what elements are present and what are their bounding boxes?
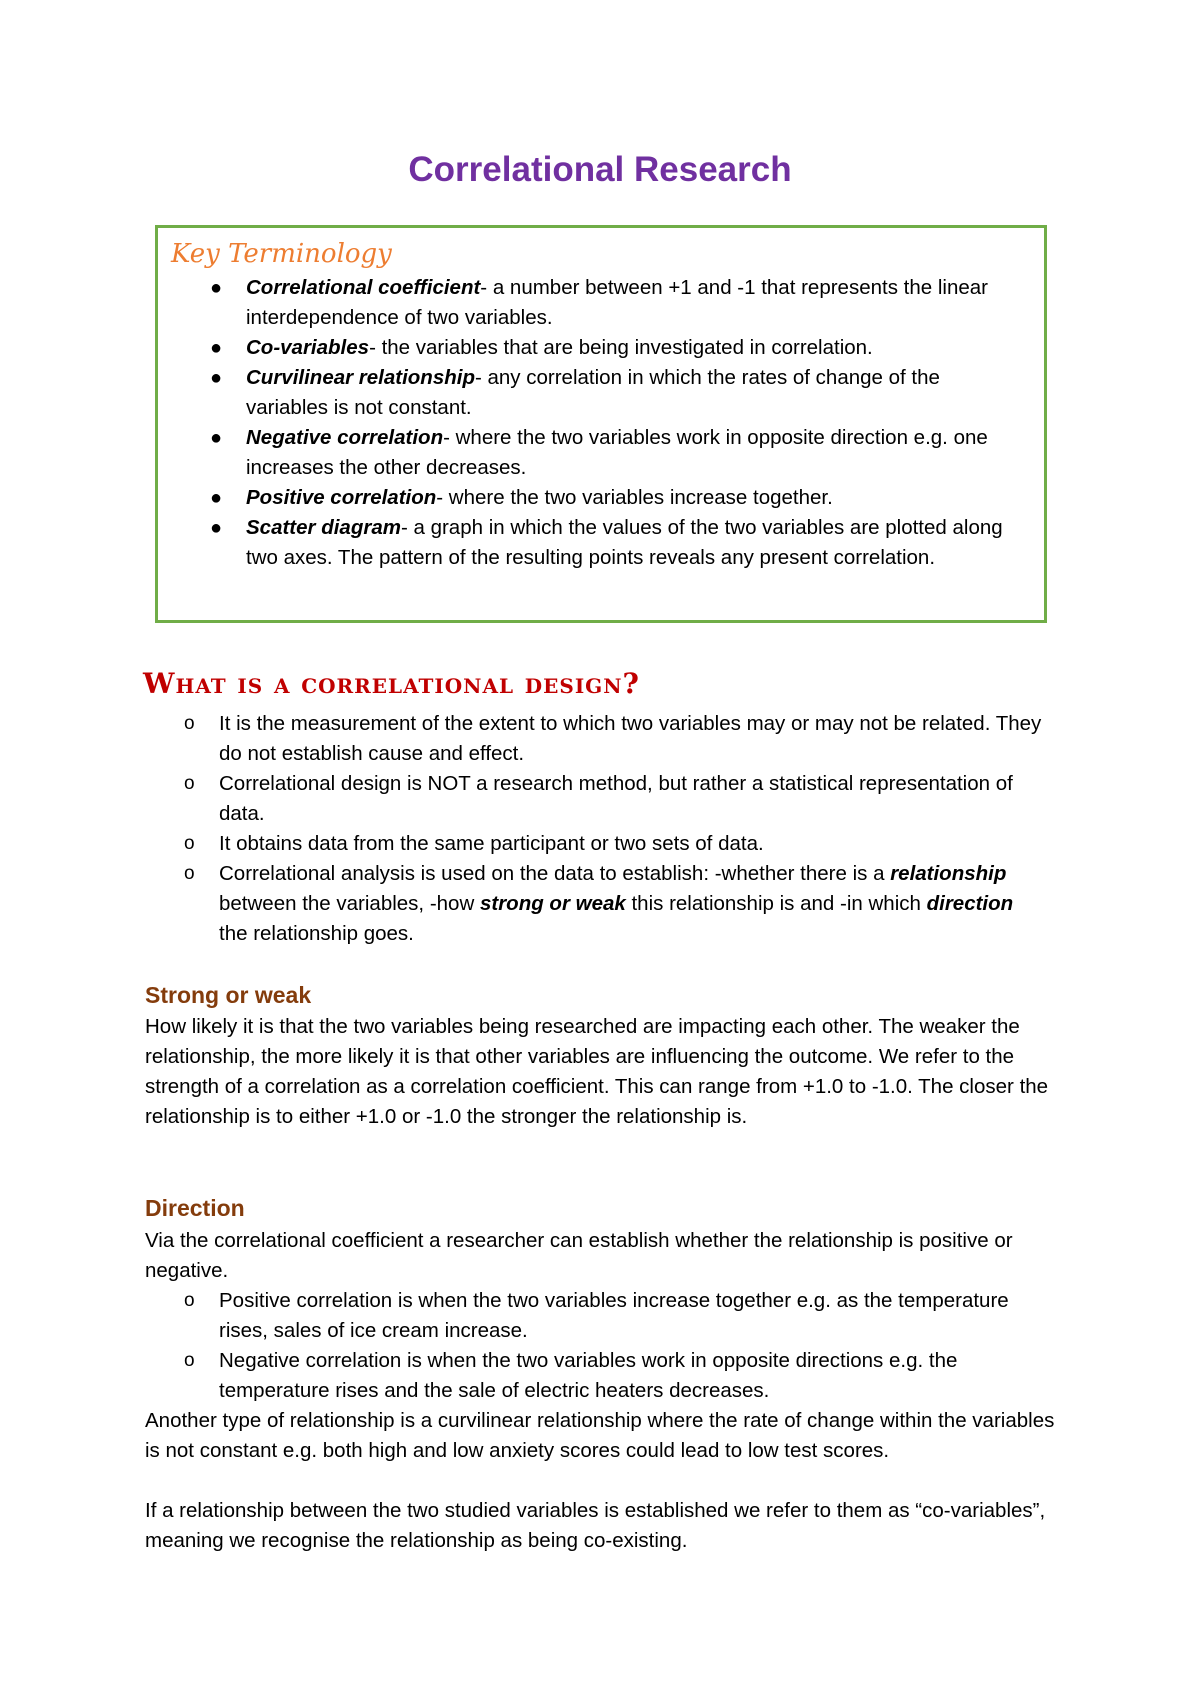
list-item <box>143 1286 1043 1346</box>
direction-list <box>143 1286 1043 1406</box>
term-name: Positive correlation <box>246 486 437 509</box>
circle-bullet-icon: o <box>184 713 195 734</box>
list-item-text: Correlational analysis is used on the data to establish: -whether there is a <box>219 862 891 885</box>
strong-or-weak-heading: Strong or weak <box>145 982 312 1008</box>
strong-or-weak-body: How likely it is that the two variables being researched are impacting each other. The weaker the relationship, the more likely it is that other variables are influencing the outcome. We refer to the strength of a correlation as a correlation coefficient. This can range from +1.0 to -1.0. The closer the relationship is to either +1.0 or -1.0 the stronger the relationship is. <box>145 1015 1049 1128</box>
term-definition: - any correlation in which the rates of change of the variables is not constant. <box>246 366 940 419</box>
term-item <box>158 363 1018 423</box>
term-name: Curvilinear relationship <box>246 366 475 389</box>
term-name: Correlational coefficient <box>246 276 481 299</box>
design-list <box>143 709 1043 949</box>
emphasis-strong-or-weak: strong or weak <box>479 892 626 915</box>
list-item-text: Positive correlation is when the two variables increase together e.g. as the temperature rises, sales of ice cream increase. <box>219 1289 1009 1342</box>
term-definition: - a graph in which the values of the two variables are plotted along two axes. The pattern of the resulting points reveals any present correlation. <box>246 516 1003 569</box>
list-item-text: the relationship goes. <box>219 922 414 945</box>
circle-bullet-icon: o <box>184 773 195 794</box>
emphasis-direction: direction <box>926 892 1014 915</box>
curvilinear-paragraph: Another type of relationship is a curvilinear relationship where the rate of change within the variables is not constant e.g. both high and low anxiety scores could lead to low test scores. <box>145 1409 1055 1462</box>
list-item-text: Negative correlation is when the two variables work in opposite directions e.g. the temperature rises and the sale of electric heaters decreases. <box>219 1349 958 1402</box>
list-item <box>143 769 1043 829</box>
list-item <box>143 829 1043 859</box>
bullet-icon: ● <box>210 427 223 449</box>
term-item <box>158 333 1018 363</box>
key-terminology-heading: Key Terminology <box>171 239 392 269</box>
design-section-heading: What is a correlational design? <box>143 667 640 700</box>
list-item-text: between the variables, -how <box>219 892 480 915</box>
circle-bullet-icon: o <box>184 1290 195 1311</box>
term-definition: - where the two variables work in opposite direction e.g. one increases the other decreases. <box>246 426 988 479</box>
term-item <box>158 423 1018 483</box>
key-terminology-list <box>158 273 1018 573</box>
term-definition: - where the two variables increase together. <box>436 486 833 509</box>
bullet-icon: ● <box>210 367 223 389</box>
covariables-paragraph: If a relationship between the two studied variables is established we refer to them as “co-variables”, meaning we recognise the relationship as being co-existing. <box>145 1499 1046 1552</box>
term-definition: - the variables that are being investigated in correlation. <box>369 336 873 359</box>
bullet-icon: ● <box>210 277 223 299</box>
list-item-text: It is the measurement of the extent to which two variables may or may not be related. They do not establish cause and effect. <box>219 712 1042 765</box>
circle-bullet-icon: o <box>184 863 195 884</box>
direction-intro: Via the correlational coefficient a researcher can establish whether the relationship is positive or negative. <box>145 1229 1013 1282</box>
term-name: Co-variables <box>246 336 370 359</box>
list-item <box>143 859 1043 949</box>
list-item-text: It obtains data from the same participant or two sets of data. <box>219 832 764 855</box>
bullet-icon: ● <box>210 517 223 539</box>
bullet-icon: ● <box>210 487 223 509</box>
circle-bullet-icon: o <box>184 1350 195 1371</box>
direction-heading: Direction <box>145 1195 245 1221</box>
list-item-text: Correlational design is NOT a research method, but rather a statistical representation of data. <box>219 772 1013 825</box>
bullet-icon: ● <box>210 337 223 359</box>
key-terminology-box <box>155 225 1047 623</box>
term-name: Negative correlation <box>246 426 444 449</box>
list-item-text: this relationship is and -in which <box>625 892 927 915</box>
list-item <box>143 709 1043 769</box>
term-item <box>158 513 1018 573</box>
term-definition: - a number between +1 and -1 that represents the linear interdependence of two variables. <box>246 276 988 329</box>
term-item <box>158 273 1018 333</box>
term-name: Scatter diagram <box>246 516 401 539</box>
list-item <box>143 1346 1043 1406</box>
emphasis-relationship: relationship <box>890 862 1007 885</box>
circle-bullet-icon: o <box>184 833 195 854</box>
page-title: Correlational Research <box>408 150 792 189</box>
term-item <box>158 483 1018 513</box>
